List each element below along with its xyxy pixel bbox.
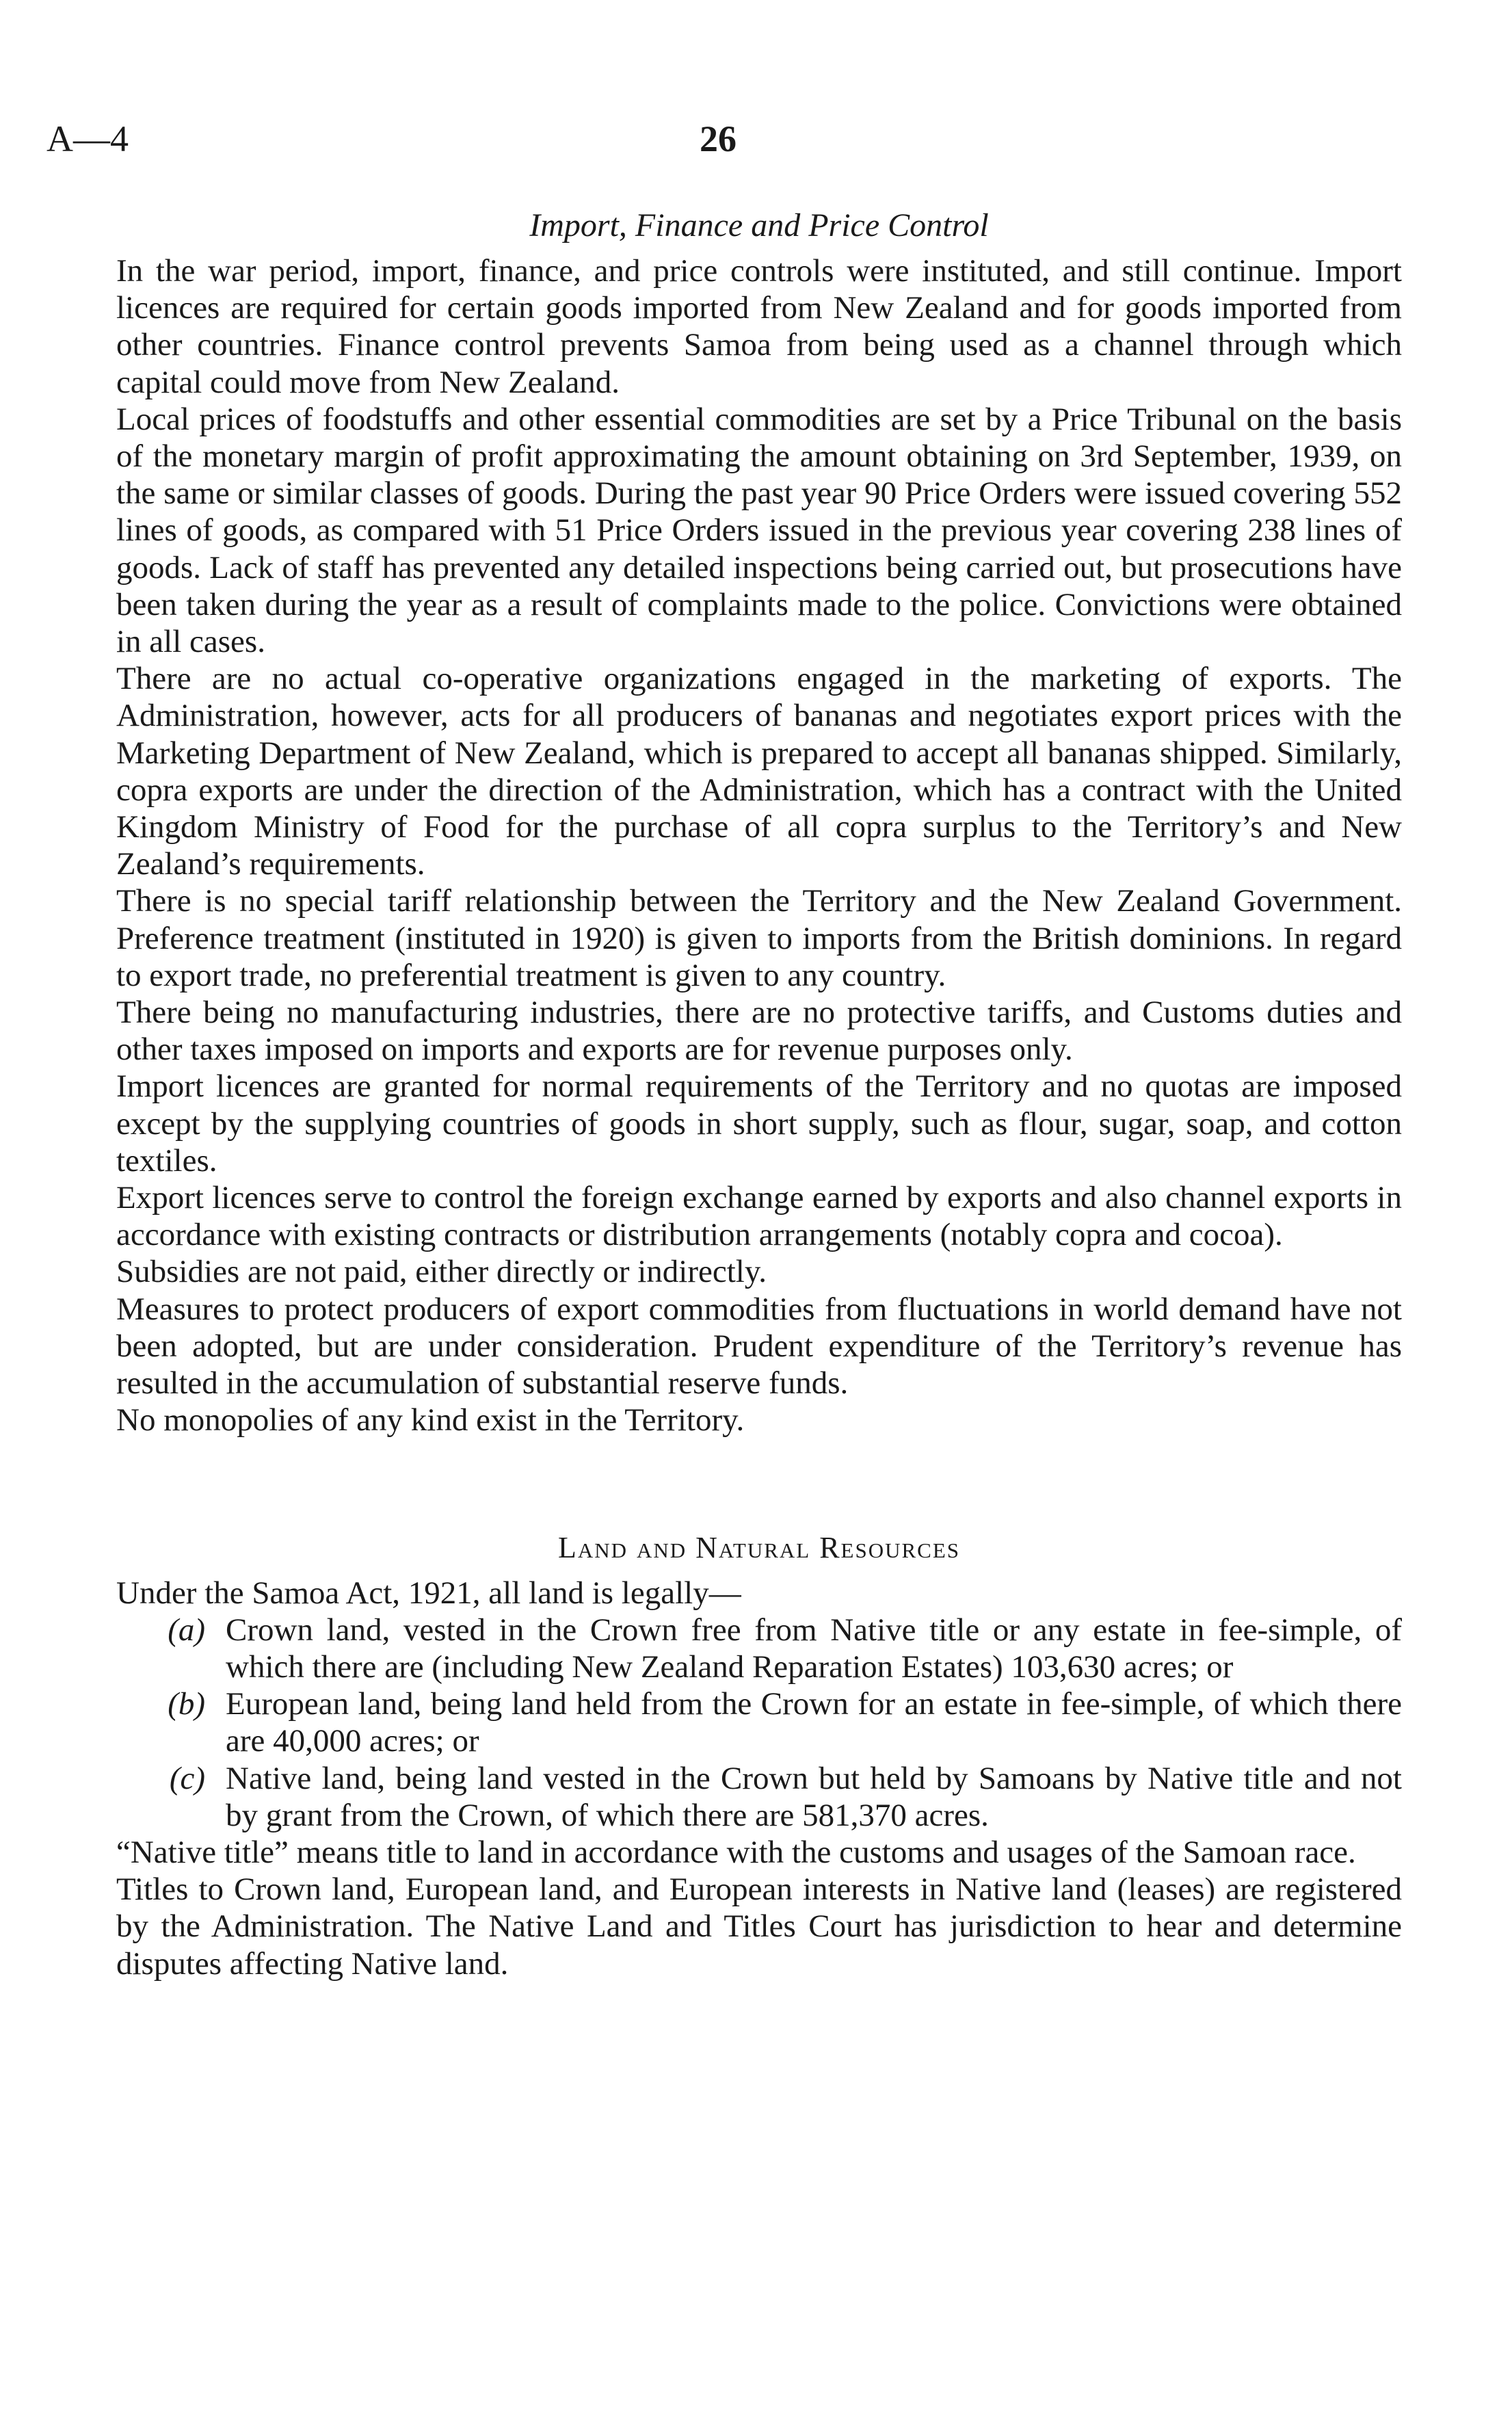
report-reference: A—4 <box>47 118 129 159</box>
paragraph: “Native title” means title to land in accordance with the customs and usages of the Samoan race. <box>116 1834 1356 1870</box>
paragraph: Subsidies are not paid, either directly or indirectly. <box>116 1254 767 1290</box>
list-marker: (b) <box>168 1686 205 1722</box>
list-marker: (c) <box>169 1760 205 1796</box>
land-intro: Under the Samoa Act, 1921, all land is legally— <box>116 1575 741 1611</box>
paragraph: There being no manufacturing industries, there are no protective tariffs, and Customs duties and other taxes imposed on imports and exports are for revenue purposes only. <box>116 995 1402 1068</box>
paragraph: Import licences are granted for normal requirements of the Territory and no quotas are imposed except by the supplying countries of goods in short supply, such as flour, sugar, soap, and cotton textiles. <box>116 1068 1402 1179</box>
paragraph: Measures to protect producers of export commodities from fluctuations in world demand have not been adopted, but are under consideration. Prudent expenditure of the Territory’s revenue has resulted in the accumulation of substantial reserve funds. <box>116 1291 1402 1402</box>
paragraph: There is no special tariff relationship between the Territory and the New Zealand Government. Preference treatment (instituted in 1920) is given to imports from the British dominions. In regard to export trade, no preferential treatment is given to any country. <box>116 883 1402 993</box>
land-category-item <box>116 1685 1402 1759</box>
land-category-item <box>116 1612 1402 1685</box>
list-item-text: Native land, being land vested in the Crown but held by Samoans by Native title and not by grant from the Crown, of which there are 581,370 acres. <box>226 1760 1402 1833</box>
paragraph: Titles to Crown land, European land, and European interests in Native land (leases) are registered by the Administration. The Native Land and Titles Court has jurisdiction to hear and determine disputes affecting Native land. <box>116 1871 1402 1982</box>
paragraph: In the war period, import, finance, and price controls were instituted, and still continue. Import licences are required for certain goods imported from New Zealand and for goods imported from other countries. Finance control prevents Samoa from being used as a channel through which capital could move from New Zealand. <box>116 253 1402 400</box>
paragraph: Local prices of foodstuffs and other essential commodities are set by a Price Tribunal on the basis of the monetary margin of profit approximating the amount obtaining on 3rd September, 1939, on the same or similar classes of goods. During the past year 90 Price Orders were issued covering 552 lines of goods, as compared with 51 Price Orders issued in the previous year covering 238 lines of goods. Lack of staff has prevented any detailed inspections being carried out, but prosecutions have been taken during the year as a result of complaints made to the police. Convictions were obtained in all cases. <box>116 401 1402 660</box>
section-title-import-finance: Import, Finance and Price Control <box>529 207 989 244</box>
paragraph: No monopolies of any kind exist in the Territory. <box>116 1402 745 1438</box>
list-item-text: European land, being land held from the Crown for an estate in fee-simple, of which there are 40,000 acres; or <box>226 1686 1402 1759</box>
list-item-text: Crown land, vested in the Crown free from Native title or any estate in fee-simple, of which there are (including New Zealand Reparation Estates) 103,630 acres; or <box>226 1612 1402 1685</box>
page-body <box>116 202 1402 1982</box>
land-category-item <box>116 1760 1402 1834</box>
paragraph: There are no actual co-operative organizations engaged in the marketing of exports. The Administration, however, acts for all producers of bananas and negotiates export prices with the Marketing Department of New Zealand, which is prepared to accept all bananas shipped. Similarly, copra exports are under the direction of the Administration, which has a contract with the United Kingdom Ministry of Food for the purchase of all copra surplus to the Territory’s and New Zealand’s requirements. <box>116 661 1402 882</box>
section-title-land-resources: Land and Natural Resources <box>557 1530 961 1564</box>
running-head <box>47 115 1414 163</box>
list-marker: (a) <box>168 1612 205 1648</box>
page-number: 26 <box>700 118 737 159</box>
paragraph: Export licences serve to control the foreign exchange earned by exports and also channel exports in accordance with existing contracts or distribution arrangements (notably copra and cocoa). <box>116 1180 1402 1253</box>
